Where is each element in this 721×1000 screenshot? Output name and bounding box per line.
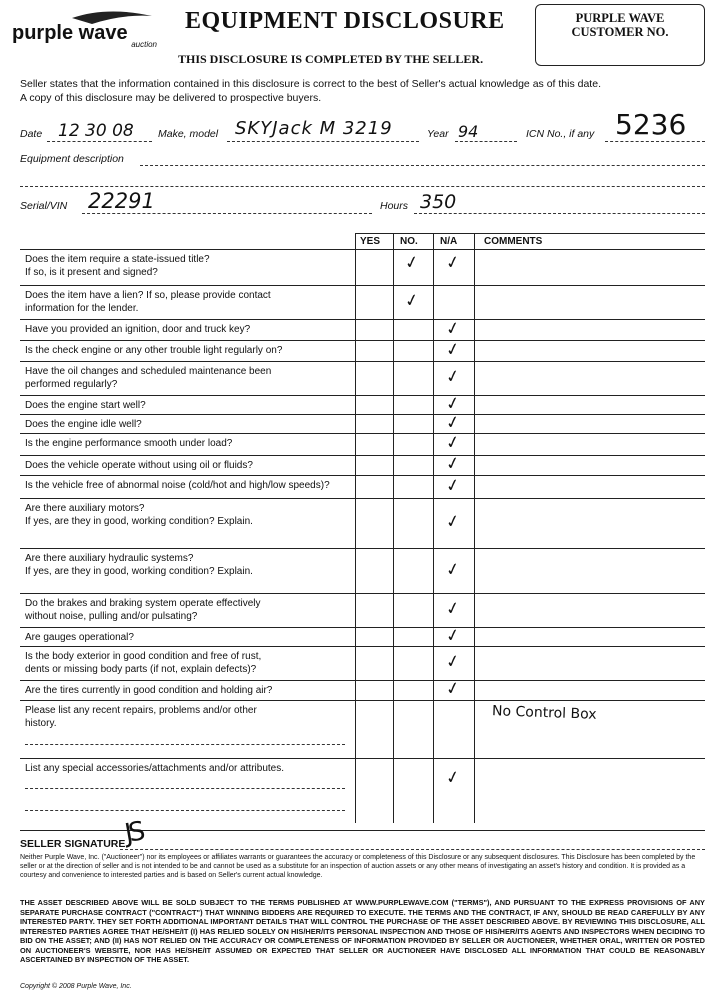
page-subtitle: THIS DISCLOSURE IS COMPLETED BY THE SELLER. — [178, 52, 484, 66]
no-checkbox[interactable] — [393, 362, 430, 394]
check-mark-icon: ✓ — [443, 510, 463, 534]
check-mark-icon: ✓ — [443, 624, 463, 648]
date-label: Date — [20, 128, 43, 140]
no-checkbox[interactable] — [393, 320, 430, 339]
customer-number-box[interactable] — [535, 4, 705, 66]
question-text: Does the engine idle well? — [25, 419, 142, 430]
make-model-field[interactable]: SKYJack M 3219 — [235, 118, 393, 139]
yes-checkbox[interactable] — [356, 341, 393, 360]
terms-paragraph: THE ASSET DESCRIBED ABOVE WILL BE SOLD SUBJECT TO THE TERMS PUBLISHED AT WWW.PURPLEWAVE.COM ("TERMS"), AND PURSUANT TO THE EXPRESS PROVISIONS OF ANY SEPARATE PURCHASE CONTRACT ("CONTRACT") THAT WINNING BIDDERS ARE REQUIRED TO EXECUTE. THE TERMS AND THE CONTRACT, IF ANY, SHOULD BE READ CAREFULLY BY ANY INTERESTED PARTY. THEY SET FORTH ADDITIONAL IMPORTANT DETAILS THAT WILL CONTROL THE PURCHASE OF THE ASSET DESCRIBED ABOVE. BY REVIEWING THIS DISCLOSURE, ALL INTERESTED PARTIES AGREE THAT HE/SHE/IT (I) HAS RELIED SOLELY ON HIS/HER/ITS PERSONAL INSPECTION AND THOSE OF HIS/HER/ITS AGENTS AND INSPECTORS WHEN DECIDING TO BID ON THE ASSET; AND (II) HAS NOT RELIED ON THE ACCURACY OR COMPLETENESS OF INFORMATION PROVIDED BY SELLER OR AUCTIONEER, WHETHER ORAL, WRITTEN OR POSTED ON AUCTIONEER'S WEBSITE, NOR HAS HE/SHE/IT ASSUMED OR EXPECTED THAT SELLER OR AUCTIONEER HAVE DISCLOSED ALL INFORMATION THAT COULD BE REASONABLY ASCERTAINED BY INSPECTION OF THE ASSET. — [20, 898, 705, 964]
yes-checkbox[interactable] — [356, 594, 393, 626]
logo-subtext: auction — [131, 40, 157, 49]
question-text: Does the item have a lien? If so, please provide contact information for the lender. — [25, 290, 271, 314]
yes-checkbox[interactable] — [356, 647, 393, 679]
no-checkbox[interactable] — [393, 681, 430, 699]
question-text: List any special accessories/attachments and/or attributes. — [25, 763, 285, 774]
no-checkbox[interactable] — [393, 647, 430, 679]
no-checkbox[interactable] — [393, 456, 430, 474]
check-mark-icon: ✓ — [443, 677, 463, 701]
comment-field[interactable]: No Control Box — [491, 703, 597, 723]
question-text: Is the body exterior in good condition and free of rust, dents or missing body parts (if not, explain defects)? — [25, 651, 262, 675]
check-mark-icon: ✓ — [443, 650, 463, 674]
year-field[interactable]: 94 — [458, 122, 479, 141]
no-checkbox[interactable] — [393, 396, 430, 413]
customer-box-line2: CUSTOMER NO. — [571, 25, 669, 39]
no-checkbox[interactable] — [393, 341, 430, 360]
question-text: Have you provided an ignition, door and truck key? — [25, 324, 251, 335]
yes-checkbox[interactable] — [356, 701, 393, 757]
no-checkbox[interactable] — [393, 759, 430, 829]
question-text: Does the vehicle operate without using oil or fluids? — [25, 460, 253, 471]
yes-checkbox[interactable] — [356, 681, 393, 699]
check-mark-icon: ✓ — [443, 452, 463, 476]
no-checkbox[interactable] — [393, 415, 430, 432]
no-checkbox[interactable] — [393, 476, 430, 497]
yes-checkbox[interactable] — [356, 286, 393, 318]
no-checkbox[interactable] — [393, 499, 430, 547]
make-model-label: Make, model — [158, 128, 219, 140]
no-checkbox[interactable] — [393, 594, 430, 626]
check-mark-icon: ✓ — [402, 289, 422, 313]
yes-checkbox[interactable] — [356, 320, 393, 339]
serial-vin-label: Serial/VIN — [20, 200, 68, 212]
year-label: Year — [427, 128, 449, 140]
question-text: Does the item require a state-issued title? If so, is it present and signed? — [25, 254, 210, 278]
check-mark-icon: ✓ — [402, 251, 422, 275]
check-mark-icon: ✓ — [443, 411, 463, 435]
comments-header: COMMENTS — [484, 236, 543, 247]
intro-line1: Seller states that the information contained in this disclosure is correct to the best of Seller's actual knowledge as of this date. — [20, 78, 601, 90]
no-header: NO. — [400, 236, 418, 247]
disclaimer-paragraph: Neither Purple Wave, Inc. ("Auctioneer") nor its employees or affiliates warrants or guarantees the accuracy or completeness of this Disclosure or any subsequent disclosures. This Disclosure has been completed by the seller or at the direction of seller and is not intended to be and cannot be used as a substitute for an inspection of auction assets or any other means of investigating an asset's history and condition. It is provided as a courtesy and convenience to interested parties and is based on Seller's current actual knowledge. — [20, 854, 696, 879]
check-mark-icon: ✓ — [443, 766, 463, 790]
no-checkbox[interactable] — [393, 628, 430, 645]
yes-checkbox[interactable] — [356, 628, 393, 645]
equipment-description-field[interactable] — [140, 165, 705, 166]
question-text: Is the vehicle free of abnormal noise (cold/hot and high/low speeds)? — [25, 480, 330, 491]
question-text: Does the engine start well? — [25, 400, 146, 411]
yes-checkbox[interactable] — [356, 549, 393, 592]
equipment-description-field-2[interactable] — [20, 186, 705, 187]
date-field[interactable]: 12 30 08 — [58, 121, 134, 141]
check-mark-icon: ✓ — [443, 251, 463, 275]
page-title: EQUIPMENT DISCLOSURE — [185, 8, 505, 34]
seller-signature-field[interactable]: JS — [122, 816, 144, 850]
yes-checkbox[interactable] — [356, 396, 393, 413]
check-mark-icon: ✓ — [443, 431, 463, 455]
purple-wave-logo — [12, 10, 157, 52]
icn-label: ICN No., if any — [526, 128, 595, 140]
serial-vin-field[interactable]: 22291 — [88, 189, 155, 213]
copyright-text: Copyright © 2008 Purple Wave, Inc. — [20, 983, 132, 990]
yes-checkbox[interactable] — [356, 434, 393, 454]
question-text: Are gauges operational? — [25, 632, 134, 643]
seller-signature-label: SELLER SIGNATURE — [20, 838, 126, 850]
question-text: Do the brakes and braking system operate effectively without noise, pulling and/or pulsating? — [25, 598, 261, 622]
yes-checkbox[interactable] — [356, 250, 393, 284]
question-text: Are there auxiliary hydraulic systems? If yes, are they in good, working condition? Explain. — [25, 553, 253, 577]
question-text: Is the check engine or any other trouble light regularly on? — [25, 345, 283, 356]
yes-header: YES — [360, 236, 381, 247]
hours-field[interactable]: 350 — [420, 191, 457, 213]
check-mark-icon: ✓ — [443, 392, 463, 416]
question-text: Are there auxiliary motors? If yes, are they in good, working condition? Explain. — [25, 503, 253, 527]
hours-label: Hours — [380, 200, 409, 212]
check-mark-icon: ✓ — [443, 474, 463, 497]
no-checkbox[interactable] — [393, 549, 430, 592]
no-checkbox[interactable] — [393, 701, 430, 757]
no-checkbox[interactable] — [393, 434, 430, 454]
intro-line2: A copy of this disclosure may be delivered to prospective buyers. — [20, 92, 322, 104]
logo-text: purple wave — [12, 22, 128, 44]
question-text: Is the engine performance smooth under load? — [25, 438, 233, 449]
na-checkbox[interactable] — [434, 701, 471, 757]
yes-checkbox[interactable] — [356, 759, 393, 829]
question-text: Please list any recent repairs, problems and/or other history. — [25, 705, 257, 729]
equipment-description-label: Equipment description — [20, 153, 124, 165]
na-checkbox[interactable] — [434, 286, 471, 318]
check-mark-icon: ✓ — [443, 558, 463, 581]
na-header: N/A — [440, 236, 458, 247]
yes-checkbox[interactable] — [356, 476, 393, 497]
yes-checkbox[interactable] — [356, 362, 393, 394]
check-mark-icon: ✓ — [443, 365, 463, 389]
icn-field[interactable]: 5236 — [615, 108, 687, 141]
check-mark-icon: ✓ — [443, 338, 463, 361]
customer-box-line1: PURPLE WAVE — [575, 11, 665, 25]
question-text: Have the oil changes and scheduled maintenance been performed regularly? — [25, 366, 272, 390]
check-mark-icon: ✓ — [443, 597, 463, 621]
intro-text — [20, 77, 700, 105]
yes-checkbox[interactable] — [356, 456, 393, 474]
check-mark-icon: ✓ — [443, 317, 463, 340]
yes-checkbox[interactable] — [356, 499, 393, 547]
yes-checkbox[interactable] — [356, 415, 393, 432]
question-text: Are the tires currently in good condition and holding air? — [25, 685, 273, 696]
